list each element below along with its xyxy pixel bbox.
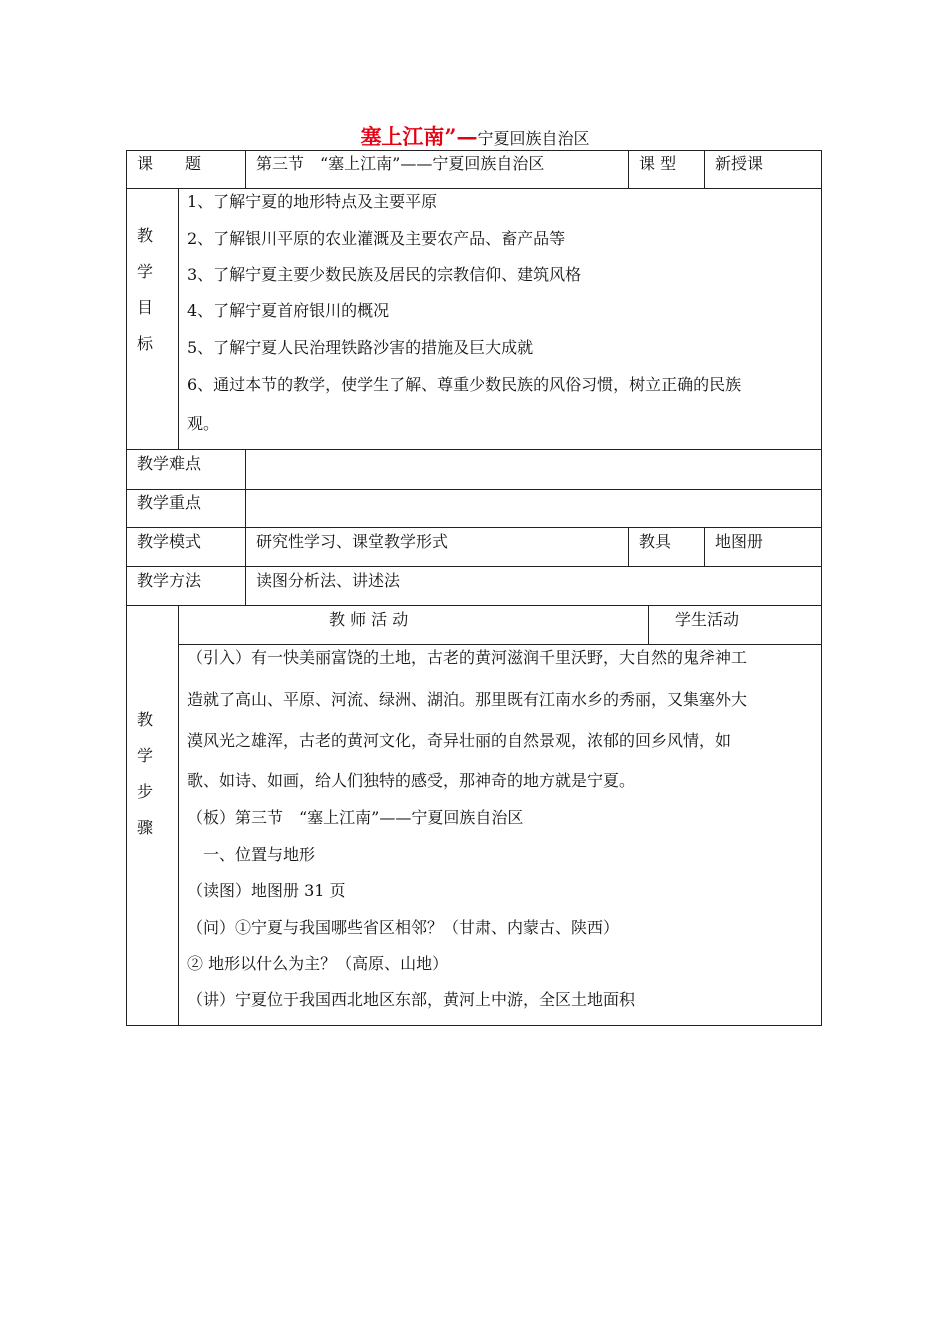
objective-item: 观。 [187,414,220,433]
row-divider [126,566,822,567]
subject-label: 课 题 [137,154,202,173]
step-line: （讲）宁夏位于我国西北地区东部，黄河上中游，全区土地面积 [187,990,636,1009]
focus-label: 教学重点 [137,493,202,512]
step-line: ② 地形以什么为主？（高原、山地） [187,954,449,973]
lesson-type-label: 课 型 [639,154,677,173]
col-divider [648,605,649,645]
col-divider [628,150,629,189]
step-line: （引入）有一快美丽富饶的土地，古老的黄河滋润千里沃野，大自然的鬼斧神工 [187,648,748,667]
col-divider [178,605,179,1026]
step-line: 一、位置与地形 [187,845,316,864]
col-divider [704,527,705,567]
lesson-type-value: 新授课 [715,154,764,173]
step-line: （板）第三节 “塞上江南”——宁夏回族自治区 [187,808,524,827]
col-divider [245,449,246,606]
col-divider [245,150,246,189]
row-divider [126,188,822,189]
student-activity-header: 学生活动 [675,610,740,629]
title-sub: 宁夏回族自治区 [477,129,590,148]
mode-value: 研究性学习、课堂教学形式 [256,532,449,551]
row-divider [126,489,822,490]
step-line: （读图）地图册 31 页 [187,881,346,900]
teacher-activity-header: 教 师 活 动 [329,610,409,629]
method-label: 教学方法 [137,571,202,590]
row-divider [178,644,822,645]
tools-value: 地图册 [715,532,764,551]
subject-value: 第三节 “塞上江南”——宁夏回族自治区 [256,154,545,173]
step-line: 歌、如诗、如画，给人们独特的感受，那神奇的地方就是宁夏。 [187,771,636,790]
objective-item: 2、了解银川平原的农业灌溉及主要农产品、畜产品等 [187,229,566,248]
step-line: （问）①宁夏与我国哪些省区相邻？（甘肃、内蒙古、陕西） [187,918,620,937]
row-divider [126,449,822,450]
objective-item: 1、了解宁夏的地形特点及主要平原 [187,192,438,211]
mode-label: 教学模式 [137,532,202,551]
step-line: 造就了高山、平原、河流、绿洲、湖泊。那里既有江南水乡的秀丽，又集塞外大 [187,690,748,709]
col-divider [628,527,629,567]
steps-label: 教 学 步 骤 [136,710,153,837]
difficulty-label: 教学难点 [137,454,202,473]
col-divider [178,188,179,450]
objective-item: 5、了解宁夏人民治理铁路沙害的措施及巨大成就 [187,338,534,357]
objective-item: 3、了解宁夏主要少数民族及居民的宗教信仰、建筑风格 [187,265,582,284]
method-value: 读图分析法、讲述法 [256,571,401,590]
objectives-label: 教 学 目 标 [136,226,153,353]
tools-label: 教具 [639,532,672,551]
row-divider [126,527,822,528]
objective-item: 4、了解宁夏首府银川的概况 [187,301,390,320]
objective-item: 6、通过本节的教学，使学生了解、尊重少数民族的风俗习惯，树立正确的民族 [187,375,742,394]
row-divider [126,605,822,606]
col-divider [704,150,705,189]
step-line: 漠风光之雄浑，古老的黄河文化，奇异壮丽的自然景观，浓郁的回乡风情，如 [187,731,732,750]
title-main: 塞上江南”— [360,124,478,149]
document-title [0,124,950,152]
